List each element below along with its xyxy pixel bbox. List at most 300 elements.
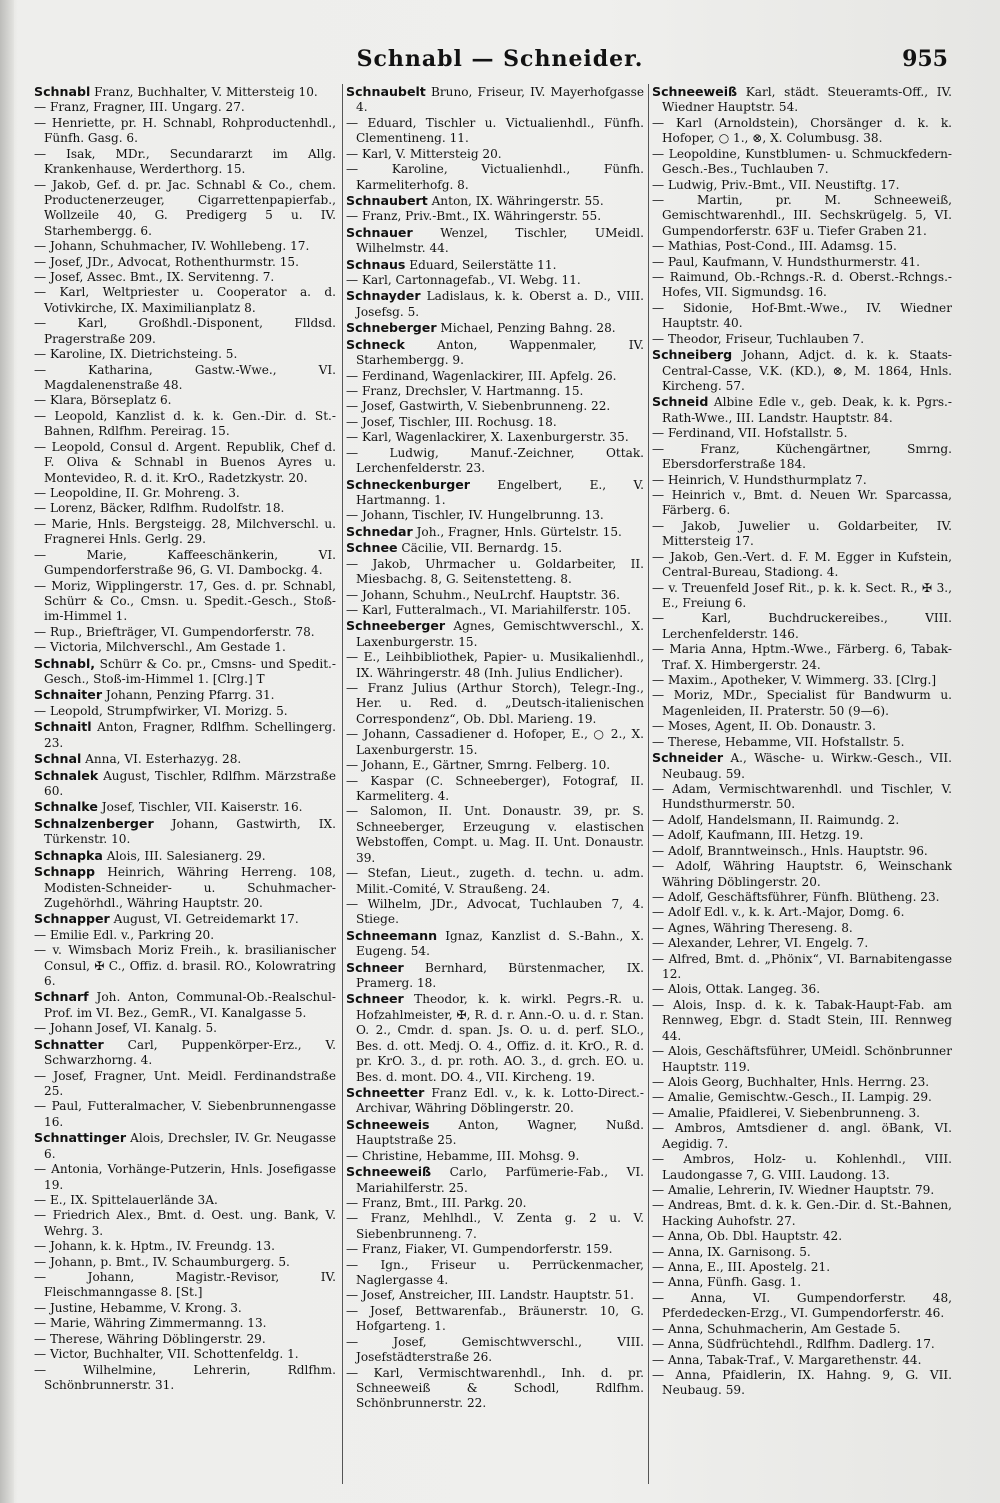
directory-entry — [652, 1044, 952, 1075]
directory-entry — [652, 905, 952, 920]
entry-text: — Rup., Briefträger, VI. Gumpendorferstr. 78. — [34, 624, 315, 639]
entry-text: — Alois, Insp. d. k. k. Tabak-Haupt-Fab. am Rennweg, Ebgr. d. Stadt Stein, III. Rennweg 44. — [652, 997, 952, 1043]
entry-text: — Heinrich, V. Hundsthurmplatz 7. — [652, 472, 867, 487]
directory-entry — [346, 866, 644, 897]
entry-text: — Moriz, Wipplingerstr. 17, Ges. d. pr. Schnabl, Schürr & Co., Cmsn. u. Spedit.-Gesch., Stoß-im-Himmel 1. — [34, 578, 336, 624]
directory-entry — [34, 864, 336, 911]
entry-text: Carlo, Parfümerie-Fab., VI. Mariahilferstr. 25. — [356, 1165, 644, 1195]
entry-text: — Johann, Schuhmacher, IV. Wohllebeng. 17. — [34, 239, 310, 254]
entry-text: — Heinrich v., Bmt. d. Neuen Wr. Sparcassa, Färberg. 6. — [652, 487, 952, 518]
entry-text: — Johann, Tischler, IV. Hungelbrunng. 13. — [346, 508, 604, 523]
directory-entry — [346, 320, 644, 336]
entry-surname: Schnabl, — [34, 655, 96, 671]
entry-text: — Karl, Cartonnagefab., VI. Webg. 11. — [346, 273, 581, 288]
directory-entry — [34, 1363, 336, 1394]
entry-text: — Franz, Küchengärtner, Smrng. Ebersdorferstraße 184. — [652, 441, 952, 472]
directory-entry — [652, 116, 952, 147]
entry-text: August, Tischler, Rdlfhm. Märzstraße 60. — [44, 768, 336, 798]
directory-entry — [652, 1337, 952, 1352]
entry-text: — Josef, Anstreicher, III. Landstr. Hauptstr. 51. — [346, 1288, 635, 1303]
entry-text: — Katharina, Gastw.-Wwe., VI. Magdalenenstraße 48. — [34, 362, 336, 393]
entry-text: — Johann, k. k. Hptm., IV. Freundg. 13. — [34, 1239, 275, 1254]
directory-entry — [346, 1288, 644, 1303]
entry-text: — Anna, Tabak-Traf., V. Margarethenstr. 44. — [652, 1352, 922, 1367]
directory-entry — [34, 1301, 336, 1316]
directory-entry — [652, 488, 952, 519]
entry-text: — Ludwig, Priv.-Bmt., VII. Neustiftg. 17. — [652, 177, 900, 192]
directory-entry — [34, 1316, 336, 1331]
entry-text: — Stefan, Lieut., zugeth. d. techn. u. adm. Milit.-Comité, V. Straußeng. 24. — [346, 866, 644, 896]
directory-entry — [346, 1258, 644, 1289]
directory-entry — [34, 501, 336, 516]
directory-entry — [652, 844, 952, 859]
entry-text: — Karl, Wagenlackirer, X. Laxenburgerstr. 35. — [346, 430, 629, 445]
entry-text: — Jakob, Gen.-Vert. d. F. M. Egger in Kufstein, Central-Bureau, Stadiong. 4. — [652, 549, 952, 580]
entry-text: Schürr & Co. pr., Cmsns- und Spedit.-Gesch., Stoß-im-Himmel 1. [Clrg.] T — [44, 656, 336, 687]
directory-entry — [346, 681, 644, 727]
entry-surname: Schneck — [346, 336, 405, 352]
directory-entry — [346, 1242, 644, 1257]
directory-entry — [34, 704, 336, 719]
directory-entry — [652, 442, 952, 473]
entry-text: — Moriz, MDr., Specialist für Bandwurm u. Magenleiden, II. Praterstr. 50 (9—6). — [652, 688, 952, 718]
directory-entry — [346, 758, 644, 773]
directory-entry — [652, 750, 952, 782]
entry-text: Eduard, Seilerstätte 11. — [405, 257, 557, 272]
column-divider — [342, 84, 343, 1484]
directory-entry — [652, 1291, 952, 1322]
directory-entry — [652, 332, 952, 347]
entry-text: — Therese, Hebamme, VII. Hofstallstr. 5. — [652, 734, 905, 749]
entry-text: — Leopoldine, II. Gr. Mohreng. 3. — [34, 485, 240, 500]
entry-text: — Amalie, Pfaidlerei, V. Siebenbrunneng. 3. — [652, 1105, 920, 1120]
directory-entry — [34, 1255, 336, 1270]
entry-text: — Theodor, Friseur, Tuchlauben 7. — [652, 331, 865, 346]
entry-text: — Henriette, pr. H. Schnabl, Rohproductenhdl., Fünfh. Gasg. 6. — [34, 115, 336, 146]
entry-text: Alois, III. Salesianerg. 29. — [102, 848, 266, 863]
entry-text: — Franz Julius (Arthur Storch), Telegr.-Ing., Her. u. Red. d. „Deutsch-italienischen Correspondenz“, Ob. Dbl. Marieng. 19. — [346, 681, 644, 726]
entry-text: — Adolf, Kaufmann, III. Hetzg. 19. — [652, 828, 864, 843]
page-header — [0, 44, 1000, 76]
entry-text: — Kaspar (C. Schneeberger), Fotograf, II. Karmeliterg. 4. — [346, 773, 644, 803]
directory-entry — [652, 735, 952, 750]
page-binding-shadow — [0, 0, 14, 1503]
directory-entry — [652, 642, 952, 673]
entry-text: — Agnes, Währing Thereseng. 8. — [652, 920, 853, 935]
entry-text: — Ambros, Amtsdiener d. angl. öBank, VI. Aegidig. 7. — [652, 1121, 952, 1151]
directory-entry — [34, 1208, 336, 1239]
directory-entry — [652, 550, 952, 581]
directory-entry — [34, 1239, 336, 1254]
directory-entry — [34, 440, 336, 486]
entry-text: — Karoline, IX. Dietrichsteing. 5. — [34, 347, 238, 362]
entry-text: — Karl, Weltpriester u. Cooperator a. d. Votivkirche, IX. Maximilianplatz 8. — [34, 285, 336, 315]
entry-surname: Schnatter — [34, 1036, 104, 1052]
entry-text: — E., Leihbibliothek, Papier- u. Musikalienhdl., IX. Währingerstr. 48 (Inh. Julius Endlicher). — [346, 650, 644, 680]
directory-entry — [346, 991, 644, 1085]
directory-entry — [34, 100, 336, 115]
entry-text: — Josef, Bettwarenfab., Bräunerstr. 10, G. Hofgarteng. 1. — [346, 1303, 644, 1334]
column-divider — [648, 84, 649, 1484]
entry-text: August, VI. Getreidemarkt 17. — [109, 912, 299, 927]
entry-text: — Marie, Kaffeeschänkerin, VI. Gumpendorferstraße 96, G. VI. Dambockg. 4. — [34, 547, 336, 578]
entry-text: — Alois Georg, Buchhalter, Hnls. Herrng. 23. — [652, 1075, 930, 1089]
entry-text: — Salomon, II. Unt. Donaustr. 39, pr. S. Schneeberger, Erzeugung v. elastischen Webstoffen, Compt. u. Mag. II. Unt. Donaustr. 39. — [346, 804, 644, 865]
directory-entry — [652, 147, 952, 178]
entry-text: — Johann, Schuhm., NeuLrchf. Hauptstr. 36. — [346, 587, 620, 602]
directory-entry — [346, 650, 644, 681]
entry-text: — Karl, V. Mittersteig 20. — [346, 146, 502, 161]
directory-entry — [34, 911, 336, 927]
directory-entry — [652, 611, 952, 642]
entry-text: — Jakob, Uhrmacher u. Goldarbeiter, II. Miesbachg. 8, G. Seitenstetteng. 8. — [346, 556, 644, 587]
directory-entry — [652, 859, 952, 890]
directory-entry — [652, 688, 952, 719]
directory-entry — [652, 1152, 952, 1183]
entry-text: — Johann, Magistr.-Revisor, IV. Fleischmanngasse 8. [St.] — [34, 1270, 336, 1300]
directory-entry — [346, 588, 644, 603]
directory-entry — [346, 1149, 644, 1164]
directory-entry — [34, 239, 336, 254]
entry-text: — Amalie, Gemischtw.-Gesch., II. Lampig. 29. — [652, 1090, 932, 1105]
directory-entry — [346, 774, 644, 805]
entry-text: Theodor, k. k. wirkl. Pegrs.-R. u. Hofzahlmeister, ✠, R. d. r. Ann.-O. u. d. r. Stan. O. 2., Cmdr. d. span. Js. O. u. d. perf. SLO., Bes. d. ott. Medj. O. 4., Offiz. d. it. KrO., R. d. pr. KrO. 3., d. pr. roth. AO. 3., d. grch. EO. u. Bes. d. mont. DO. 4., VII. Kircheng. 19. — [356, 992, 644, 1084]
directory-entry — [652, 1106, 952, 1121]
directory-entry — [34, 768, 336, 800]
directory-entry — [34, 719, 336, 751]
directory-entry — [652, 84, 952, 116]
entry-text: — Adolf, Geschäftsführer, Fünfh. Blütheng. 23. — [652, 889, 940, 904]
column-right — [652, 84, 952, 1496]
entry-text: — Paul, Kaufmann, V. Hundsthurmerstr. 41. — [652, 254, 920, 269]
entry-text: — Mathias, Post-Cond., III. Adamsg. 15. — [652, 239, 897, 254]
directory-entry — [346, 1164, 644, 1196]
entry-text: — Victor, Buchhalter, VII. Schottenfeldg. 1. — [34, 1347, 299, 1362]
entry-surname: Schnaubert — [346, 192, 428, 208]
entry-text: — Moses, Agent, II. Ob. Donaustr. 3. — [652, 719, 876, 734]
directory-entry — [652, 394, 952, 426]
directory-entry — [652, 1368, 952, 1399]
entry-surname: Schnee — [346, 540, 398, 556]
directory-entry — [346, 1304, 644, 1335]
entry-text: — Johann, E., Gärtner, Smrng. Felberg. 10. — [346, 758, 611, 773]
directory-entry — [34, 1069, 336, 1100]
entry-surname: Schnauer — [346, 224, 413, 240]
directory-entry — [652, 519, 952, 550]
directory-entry — [34, 1193, 336, 1208]
entry-text: Heinrich, Währing Herreng. 108, Modisten-Schneider- u. Schuhmacher-Zugehörhdl., Währing Hauptstr. 20. — [44, 865, 336, 910]
entry-surname: Schnayder — [346, 288, 421, 304]
directory-entry — [346, 928, 644, 960]
directory-entry — [652, 1229, 952, 1244]
entry-text: — Franz, Drechsler, V. Hartmanng. 15. — [346, 384, 584, 399]
entry-text: — Franz, Bmt., III. Parkg. 20. — [346, 1195, 527, 1210]
entry-text: — v. Wimsbach Moriz Freih., k. brasilianischer Consul, ✠ C., Offiz. d. brasil. RO., Kolowratring 6. — [34, 943, 336, 989]
directory-entry — [34, 816, 336, 848]
directory-entry — [346, 430, 644, 445]
directory-entry — [34, 848, 336, 864]
entry-text: Agnes, Gemischtwverschl., X. Laxenburgerstr. 15. — [356, 619, 644, 649]
entry-text: — Franz, Fragner, III. Ungarg. 27. — [34, 100, 245, 115]
directory-entry — [34, 687, 336, 703]
entry-text: — Franz, Fiaker, VI. Gumpendorferstr. 159. — [346, 1242, 613, 1257]
directory-entry — [34, 1021, 336, 1036]
entry-text: Michael, Penzing Bahng. 28. — [436, 321, 616, 336]
entry-text: Anton, Wappenmaler, IV. Starhembergg. 9. — [356, 337, 644, 368]
entry-text: — Johann Josef, VI. Kanalg. 5. — [34, 1021, 217, 1036]
directory-entry — [346, 193, 644, 209]
directory-entry — [346, 1117, 644, 1149]
directory-entry — [34, 255, 336, 270]
entry-text: Alois, Drechsler, IV. Gr. Neugasse 6. — [44, 1131, 336, 1161]
directory-entry — [652, 301, 952, 332]
entry-text: Wenzel, Tischler, UMeidl. Wilhelmstr. 44. — [356, 225, 644, 256]
directory-entry — [346, 209, 644, 224]
entry-text: — Christine, Hebamme, III. Mohsg. 9. — [346, 1148, 580, 1163]
entry-text: Anna, VI. Esterhazyg. 28. — [81, 752, 242, 767]
directory-entry — [346, 288, 644, 320]
directory-entry — [346, 273, 644, 288]
entry-surname: Schnaitl — [34, 719, 92, 735]
directory-entry — [346, 557, 644, 588]
entry-text: — Ferdinand, VII. Hofstallstr. 5. — [652, 426, 848, 441]
directory-entry — [652, 426, 952, 441]
directory-entry — [34, 116, 336, 147]
entry-surname: Schnalke — [34, 799, 98, 815]
column-left — [34, 84, 336, 1496]
entry-text: — Leopold, Kanzlist d. k. k. Gen.-Dir. d. St.-Bahnen, Rdlfhm. Pereirag. 15. — [34, 408, 336, 439]
entry-surname: Schnaubelt — [346, 84, 426, 99]
directory-entry — [34, 147, 336, 178]
entry-text: — Friedrich Alex., Bmt. d. Oest. ung. Bank, V. Wehrg. 3. — [34, 1208, 336, 1238]
directory-entry — [346, 603, 644, 618]
directory-entry — [346, 147, 644, 162]
directory-entry — [652, 255, 952, 270]
entry-text: — Anna, VI. Gumpendorferstr. 48, Pferdedecken-Erzg., VI. Gumpendorferstr. 46. — [652, 1290, 952, 1321]
entry-text: — Maxim., Apotheker, V. Wimmerg. 33. [Clrg.] — [652, 673, 937, 688]
entry-text: — Anna, E., III. Apostelg. 21. — [652, 1260, 831, 1275]
entry-surname: Schneer — [346, 959, 404, 975]
entry-text: Ladislaus, k. k. Oberst a. D., VIII. Josefsg. 5. — [356, 289, 644, 319]
entry-text: Johann, Penzing Pfarrg. 31. — [102, 688, 275, 703]
entry-text: — Ign., Friseur u. Perrückenmacher, Naglergasse 4. — [346, 1257, 644, 1288]
directory-entry — [652, 673, 952, 688]
directory-entry — [652, 270, 952, 301]
entry-text: — Maria Anna, Hptm.-Wwe., Färberg. 6, Tabak-Traf. X. Himbergerstr. 24. — [652, 642, 952, 672]
directory-entry — [652, 1260, 952, 1275]
entry-text: — Justine, Hebamme, V. Krong. 3. — [34, 1300, 242, 1315]
entry-surname: Schneeweiß — [652, 84, 738, 99]
directory-entry — [346, 1211, 644, 1242]
directory-entry — [34, 84, 336, 100]
entry-surname: Schneeweiß — [346, 1164, 432, 1180]
entry-surname: Schneid — [652, 394, 709, 410]
entry-surname: Schneer — [346, 991, 404, 1007]
entry-text: — Paul, Futteralmacher, V. Siebenbrunnengasse 16. — [34, 1099, 336, 1129]
entry-text: Cäcilie, VII. Bernardg. 15. — [397, 541, 563, 556]
entry-text: Johann, Adjct. d. k. k. Staats-Central-Casse, V.K. (KD.), ⊗, M. 1864, Hnls. Kircheng. 57. — [662, 348, 952, 394]
entry-text: — Karl, Vermischtwarenhdl., Inh. d. pr. Schneeweiß & Schodl, Rdlfhm. Schönbrunnerstr. 22. — [346, 1365, 644, 1411]
entry-text: — Isak, MDr., Secundararzt im Allg. Krankenhause, Werderthorg. 15. — [34, 146, 336, 177]
entry-text: Franz Edl. v., k. k. Lotto-Direct.-Archivar, Währing Döblingerstr. 20. — [356, 1086, 644, 1116]
entry-text: — Leopold, Strumpfwirker, VI. Morizg. 5. — [34, 703, 288, 718]
entry-surname: Schnaus — [346, 256, 406, 272]
entry-text: — Johann, Cassadiener d. Hofoper, E., ○ 2., X. Laxenburgerstr. 15. — [346, 727, 644, 757]
directory-entry — [346, 415, 644, 430]
entry-text: — Jakob, Gef. d. pr. Jac. Schnabl & Co., chem. Productenerzeuger, Cigarrettenpapierfab., Wollzeile 40, G. Predigerg 5 u. IV. Starhembergg. 6. — [34, 177, 336, 238]
entry-text: — Leopoldine, Kunstblumen- u. Schmuckfedern-Gesch.-Bes., Tuchlauben 7. — [652, 146, 952, 177]
entry-text: — Josef, Assec. Bmt., IX. Servitenng. 7. — [34, 270, 275, 285]
entry-text: — Eduard, Tischler u. Victualienhdl., Fünfh. Clementineng. 11. — [346, 115, 644, 146]
directory-entry — [652, 1090, 952, 1105]
entry-text: Bruno, Friseur, IV. Mayerhofgasse 4. — [356, 85, 644, 115]
directory-entry — [652, 1322, 952, 1337]
directory-entry — [346, 84, 644, 116]
entry-text: — Adolf, Währing Hauptstr. 6, Weinschank Währing Döblingerstr. 20. — [652, 859, 952, 889]
entry-text: — Adolf, Handelsmann, II. Raimundg. 2. — [652, 812, 900, 827]
entry-surname: Schnedar — [346, 523, 413, 539]
directory-entry — [346, 225, 644, 257]
directory-entry — [346, 804, 644, 866]
entry-text: — Josef, Fragner, Unt. Meidl. Ferdinandstraße 25. — [34, 1068, 336, 1098]
entry-surname: Schnattinger — [34, 1130, 127, 1146]
directory-entry — [34, 579, 336, 625]
entry-text: — Anna, Südfrüchtehdl., Rdlfhm. Dadlerg. 17. — [652, 1337, 935, 1352]
entry-surname: Schnapper — [34, 911, 110, 927]
column-middle — [346, 84, 644, 1496]
directory-entry — [652, 782, 952, 813]
entry-surname: Schnalzenberger — [34, 815, 154, 831]
directory-entry — [346, 1085, 644, 1117]
entry-text: — Franz, Mehlhdl., V. Zenta g. 2 u. V. Siebenbrunneng. 7. — [346, 1211, 644, 1241]
directory-entry — [34, 316, 336, 347]
entry-surname: Schneeweis — [346, 1116, 430, 1132]
directory-entry — [652, 1353, 952, 1368]
entry-text: — Marie, Währing Zimmermanng. 13. — [34, 1316, 267, 1331]
directory-entry — [346, 477, 644, 509]
entry-text: Karl, städt. Steueramts-Off., IV. Wiedner Hauptstr. 54. — [662, 85, 952, 115]
directory-entry — [652, 1075, 952, 1090]
entry-text: — Josef, Gastwirth, V. Siebenbrunneng. 22. — [346, 399, 611, 414]
directory-entry — [652, 828, 952, 843]
directory-entry — [346, 960, 644, 992]
entry-surname: Schneemann — [346, 927, 438, 943]
entry-text: — Anna, Pfaidlerin, IX. Hahng. 9, G. VII. Neubaug. 59. — [652, 1368, 952, 1398]
entry-text: — Anna, Fünfh. Gasg. 1. — [652, 1275, 802, 1290]
directory-entry — [34, 1037, 336, 1069]
entry-text: — E., IX. Spittelauerlände 3A. — [34, 1192, 218, 1207]
entry-text: Albine Edle v., geb. Deak, k. k. Pgrs.-Rath-Wwe., III. Landstr. Hauptstr. 84. — [662, 395, 952, 425]
directory-entry — [652, 813, 952, 828]
entry-text: Franz, Buchhalter, V. Mittersteig 10. — [90, 85, 318, 99]
entry-surname: Schneeberger — [346, 618, 446, 634]
entry-text: — Franz, Priv.-Bmt., IX. Währingerstr. 55. — [346, 209, 602, 224]
directory-entry — [346, 337, 644, 369]
entry-text: Engelbert, E., V. Hartmanng. 1. — [356, 477, 644, 507]
directory-entry — [346, 257, 644, 273]
directory-entry — [34, 625, 336, 640]
entry-text: — Karoline, Victualienhdl., Fünfh. Karmeliterhofg. 8. — [346, 162, 644, 192]
entry-text: Johann, Gastwirth, IX. Türkenstr. 10. — [44, 816, 336, 847]
entry-surname: Schneetter — [346, 1085, 425, 1100]
directory-entry — [34, 1270, 336, 1301]
directory-entry — [346, 524, 644, 540]
entry-text: — Ferdinand, Wagenlackirer, III. Apfelg. 26. — [346, 368, 617, 383]
entry-text: Anton, IX. Währingerstr. 55. — [427, 193, 604, 208]
entry-text: Carl, Puppenkörper-Erz., V. Schwarzhorng. 4. — [44, 1037, 336, 1068]
directory-entry — [652, 178, 952, 193]
directory-entry — [34, 989, 336, 1021]
entry-surname: Schnabl — [34, 84, 91, 99]
entry-text: — Raimund, Ob.-Rchngs.-R. d. Oberst.-Rchngs.-Hofes, VII. Sigmundsg. 16. — [652, 270, 952, 300]
directory-entry — [652, 473, 952, 488]
entry-surname: Schneiberg — [652, 347, 733, 363]
directory-entry — [346, 369, 644, 384]
entry-text: — Johann, p. Bmt., IV. Schaumburgerg. 5. — [34, 1254, 290, 1269]
directory-entry — [34, 409, 336, 440]
directory-entry — [652, 921, 952, 936]
entry-text: — Ludwig, Manuf.-Zeichner, Ottak. Lerchenfelderstr. 23. — [346, 445, 644, 476]
directory-entry — [652, 1198, 952, 1229]
directory-entry — [34, 799, 336, 815]
directory-entry — [34, 178, 336, 240]
directory-entry — [652, 1275, 952, 1290]
entry-text: — Alois, Geschäftsführer, UMeidl. Schönbrunner Hauptstr. 119. — [652, 1044, 952, 1074]
entry-text: Anton, Fragner, Rdlfhm. Schellingerg. 23. — [44, 720, 336, 750]
directory-entry — [652, 239, 952, 254]
directory-entry — [346, 399, 644, 414]
directory-entry — [34, 486, 336, 501]
entry-text: — Alexander, Lehrer, VI. Engelg. 7. — [652, 936, 869, 951]
entry-surname: Schnapka — [34, 847, 103, 863]
directory-entry — [34, 656, 336, 688]
directory-entry — [346, 727, 644, 758]
directory-entry — [34, 928, 336, 943]
entry-text: — Josef, Tischler, III. Rochusg. 18. — [346, 414, 557, 429]
entry-text: — Karl, Futteralmach., VI. Mariahilferstr. 105. — [346, 602, 631, 617]
entry-text: — Adolf Edl. v., k. k. Art.-Major, Domg. 6. — [652, 905, 905, 920]
entry-text: — Ambros, Holz- u. Kohlenhdl., VIII. Laudongasse 7, G. VIII. Laudong. 13. — [652, 1152, 952, 1182]
page-number: 955 — [902, 46, 948, 72]
directory-entry — [346, 162, 644, 193]
directory-entry — [652, 347, 952, 394]
directory-entry — [652, 1183, 952, 1198]
directory-entry — [34, 751, 336, 767]
entry-surname: Schneider — [652, 750, 724, 766]
directory-entry — [34, 1099, 336, 1130]
entry-surname: Schnarf — [34, 989, 89, 1005]
directory-entry — [652, 1121, 952, 1152]
directory-entry — [34, 1332, 336, 1347]
directory-entry — [346, 1366, 644, 1412]
entry-text: — Adam, Vermischtwarenhdl. und Tischler, V. Hundsthurmerstr. 50. — [652, 781, 952, 812]
entry-surname: Schnaiter — [34, 687, 103, 703]
entry-text: Ignaz, Kanzlist d. S.-Bahn., X. Eugeng. 54. — [356, 928, 644, 959]
directory-entry — [652, 952, 952, 983]
entry-text: — Andreas, Bmt. d. k. k. Gen.-Dir. d. St.-Bahnen, Hacking Auhofstr. 27. — [652, 1198, 952, 1228]
entry-surname: Schnal — [34, 751, 82, 767]
directory-entry — [346, 897, 644, 928]
entry-text: — Wilhelm, JDr., Advocat, Tuchlauben 7, 4. Stiege. — [346, 896, 644, 927]
directory-entry — [652, 581, 952, 612]
directory-entry — [346, 508, 644, 523]
directory-entry — [346, 1335, 644, 1366]
entry-surname: Schneberger — [346, 320, 437, 336]
entry-text: — Marie, Hnls. Bergsteigg. 28, Milchverschl. u. Fragnerei Hnls. Gerlg. 29. — [34, 516, 336, 547]
entry-text: — Victoria, Milchverschl., Am Gestade 1. — [34, 640, 286, 655]
directory-entry — [34, 363, 336, 394]
entry-text: — Antonia, Vorhänge-Putzerin, Hnls. Josefigasse 19. — [34, 1162, 336, 1192]
